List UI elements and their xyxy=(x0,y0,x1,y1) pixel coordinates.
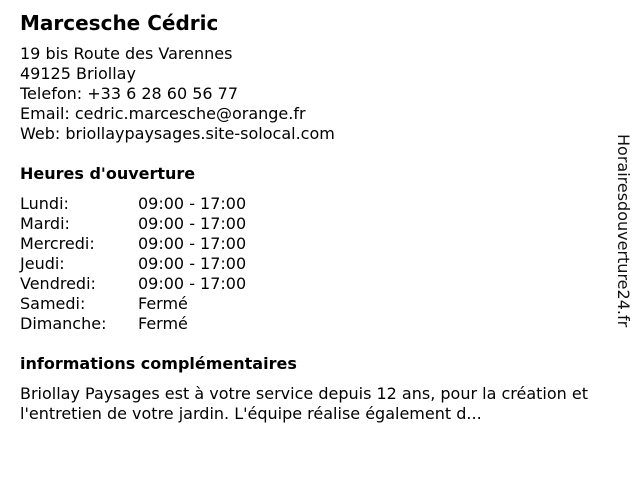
email-address[interactable]: Email: cedric.marcesche@orange.fr xyxy=(20,104,306,123)
day-label: Mercredi: xyxy=(20,234,95,253)
day-label: Lundi: xyxy=(20,194,69,213)
hours-row-wednesday xyxy=(20,234,246,254)
hours-row-tuesday xyxy=(20,214,246,234)
hours-row-monday xyxy=(20,194,246,214)
day-label: Jeudi: xyxy=(20,254,65,273)
phone-number[interactable]: Telefon: +33 6 28 60 56 77 xyxy=(20,84,239,103)
day-label: Samedi: xyxy=(20,294,86,313)
business-name: Marcesche Cédric xyxy=(20,11,219,35)
opening-hours-list xyxy=(20,194,246,334)
day-label: Vendredi: xyxy=(20,274,96,293)
hours-value: 09:00 - 17:00 xyxy=(138,274,247,293)
hours-row-saturday xyxy=(20,294,246,314)
additional-info-title: informations complémentaires xyxy=(20,354,297,373)
hours-row-thursday xyxy=(20,254,246,274)
additional-info-text: Briollay Paysages est à votre service depuis 12 ans, pour la création et l'entretien de votre jardin. L'équipe réalise également d... xyxy=(20,384,588,423)
day-label: Mardi: xyxy=(20,214,70,233)
address-line-2: 49125 Briollay xyxy=(20,64,136,83)
hours-value: Fermé xyxy=(138,294,188,313)
contact-details xyxy=(20,44,335,144)
hours-value: Fermé xyxy=(138,314,188,333)
hours-value: 09:00 - 17:00 xyxy=(138,234,247,253)
website-link[interactable]: Web: briollaypaysages.site-solocal.com xyxy=(20,124,335,143)
hours-value: 09:00 - 17:00 xyxy=(138,214,247,233)
site-watermark: Horairesdouverture24.fr xyxy=(614,134,633,328)
day-label: Dimanche: xyxy=(20,314,107,333)
opening-hours-title: Heures d'ouverture xyxy=(20,164,196,183)
hours-row-sunday xyxy=(20,314,246,334)
address-line-1: 19 bis Route des Varennes xyxy=(20,44,233,63)
hours-value: 09:00 - 17:00 xyxy=(138,254,247,273)
hours-row-friday xyxy=(20,274,246,294)
hours-value: 09:00 - 17:00 xyxy=(138,194,247,213)
